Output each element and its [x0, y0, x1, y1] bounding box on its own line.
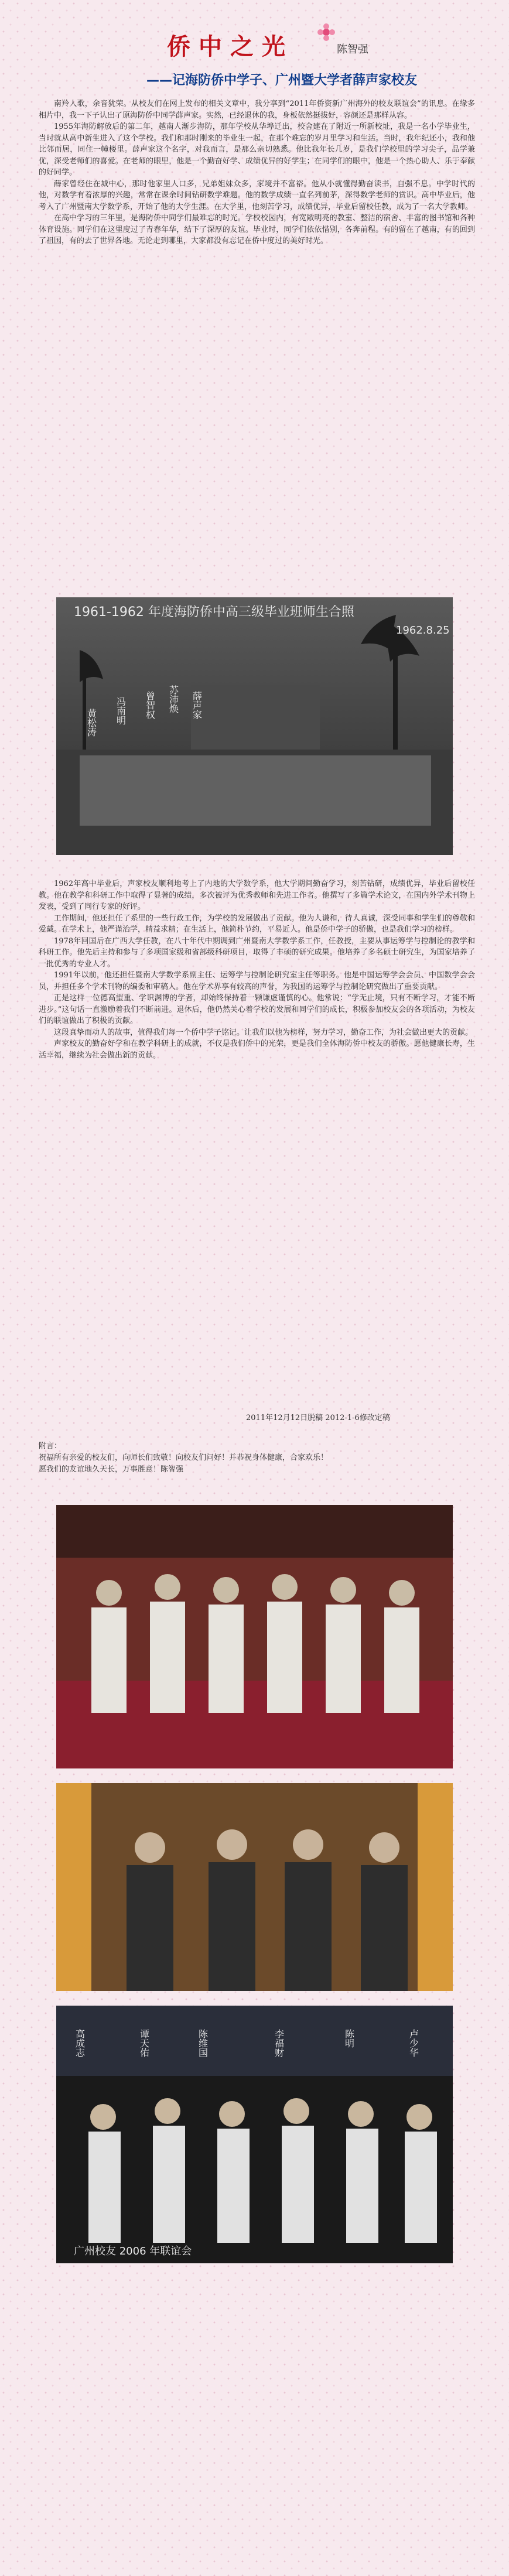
- author: 陈智强: [337, 43, 368, 56]
- subtitle: ——记海防侨中学子、广州暨大学者薛声家校友: [146, 73, 418, 88]
- flower-icon: [316, 22, 336, 42]
- article-intro: [39, 98, 475, 247]
- people-group: [80, 755, 431, 826]
- name-tag: 高成志: [74, 2029, 86, 2057]
- name-tag: 苏沛焕: [168, 685, 179, 713]
- name-tag: 黄松涛: [86, 709, 97, 737]
- postscript: [39, 1441, 475, 1476]
- paragraph: 1962年高中毕业后，声家校友顺利地考上了内地的大学数学系，他大学期间勤奋学习，刻苦钻研，成绩优异，毕业后留校任教。他在教学和科研工作中取得了显著的成绩，多次被评为优秀教师和先进工作者。他撰写了多篇学术论文，在国内外学术刊物上发表，受到了同行专家的好评。: [39, 880, 475, 911]
- name-tag: 陈维国: [197, 2029, 209, 2057]
- page-title: 侨中之光: [167, 33, 293, 60]
- name-tag: 冯南明: [115, 697, 127, 725]
- paragraph: 在高中学习的三年里，是海防侨中同学们最难忘的时光。学校校园内，有宽敞明亮的教室、整洁的宿舍、丰富的图书馆和各种体育设施。同学们在这里度过了青春年华，结下了深厚的友谊。毕业时，同学们依依惜别，各奔前程。有的留在了越南，有的回到了祖国，有的去了世界各地。无论走到哪里，大家都没有忘记在侨中度过的美好时光。: [39, 214, 475, 245]
- header: [0, 0, 509, 94]
- photo-caption: 1961-1962 年度海防侨中高三级毕业班师生合照: [74, 605, 354, 620]
- paragraph: 南羚人歌，余音犹荣。从校友们在网上发布的相关文章中，我分享到“2011年侨资新广州海外的校友联谊会”的讯息。在缘多相片中，我一下子认出了原海防侨中同学薛声家。实然，已经退休的我，身板依然挺拔好，容颜还是那样从容。: [39, 100, 475, 120]
- paragraph: 1991年以前，他还担任暨南大学数学系副主任、运筹学与控制论研究室主任等职务。他是中国运筹学会会员、中国数学会会员，并担任多个学术刊物的编委和审稿人。他在学术界享有较高的声誉，为我国的运筹学与控制论研究做出了重要贡献。: [39, 971, 475, 991]
- name-tag: 薛声家: [191, 691, 203, 719]
- greeting-line: 附言：: [39, 1442, 62, 1451]
- name-tag: 卢少华: [408, 2029, 419, 2057]
- paragraph: 声家校友的勤奋好学和在教学科研上的成就，不仅是我们侨中的光荣，更是我们全体海防侨中校友的骄傲。愿他健康长寿，生活幸福，继续为社会做出新的贡献。: [39, 1039, 475, 1060]
- paragraph: 1978年回国后在广西大学任教，在八十年代中期调到广州暨南大学数学系工作，任教授，主要从事运筹学与控制论的教学和科研工作。他先后主持和参与了多项国家级和省部级科研项目，取得了丰硕的研究成果。他培养了多名硕士研究生，为国家培养了一批优秀的专业人才。: [39, 936, 475, 969]
- greeting-line: 愿我们的友谊地久天长，万事胜意！陈智强: [39, 1465, 184, 1474]
- paragraph: 薛家曾经住在城中心，那时他家里人口多，兄弟姐妹众多，家境并不富裕。他从小就懂得勤奋读书，自强不息。中学时代的他，对数学有着浓厚的兴趣，常常在课余时间钻研数学难题。他的数学成绩一直名列前茅，深得数学老师的赏识。高中毕业后，他考入了广州暨南大学数学系，开始了他的大学生涯。在大学里，他刻苦学习，成绩优异，毕业后留校任教，成为了一名大学教师。: [39, 179, 475, 211]
- paragraph: 1955年海防解放后的第二年，越南人渐步海防，那年学校从华埠迁出，校舍建在了附近一所新校址，我是一名小学毕业生，当时就从高中新生进入了这个学校。我们和那时刚来的毕业生一起，在那个难忘的岁月里学习和生活。当时，我年纪还小，我和他比邻而居，同住一幢楼里。薛声家这个名字，对我而言，是那么亲切熟悉。他比我年长几岁，是我们学校里的学习尖子，品学兼优，深受老师们的喜爱。在老师的眼里，他是一个勤奋好学、成绩优异的好学生；在同学们的眼中，他是一个热心助人、乐于奉献的好同学。: [39, 122, 475, 177]
- article-body: [39, 878, 475, 1061]
- reunion-photo-2: [56, 1783, 453, 1991]
- paragraph: 工作期间，他还担任了系里的一些行政工作，为学校的发展做出了贡献。他为人谦和，待人真诚，深受同事和学生们的尊敬和爱戴。在学术上，他严谨治学，精益求精；在生活上，他简朴节约，平易近人。他是侨中学子的骄傲，也是我们学习的榜样。: [39, 914, 475, 934]
- name-tag: 谭天佑: [138, 2029, 150, 2057]
- name-tag: 陈明: [343, 2029, 355, 2048]
- date-line: 2011年12月12日脱稿 2012-1-6修改定稿: [246, 1414, 390, 1422]
- photo-caption: 广州校友 2006 年联谊会: [74, 2245, 192, 2257]
- name-tag: 李福财: [273, 2029, 285, 2057]
- greeting-line: 祝福所有亲爱的校友们，向师长们致敬！向校友们问好！并恭祝身体健康，合家欢乐！: [39, 1453, 329, 1462]
- paragraph: 正是这样一位德高望重、学识渊博的学者，却始终保持着一颗谦虚谨慎的心。他常说：“学无止境，只有不断学习，才能不断进步。”这句话一直激励着我们不断前进。退休后，他仍然关心着学校的发展和同学们的成长，积极参加校友会的各项活动，为校友们的联谊做出了积极的贡献。: [39, 994, 475, 1025]
- photo-date-stamp: 1962.8.25: [396, 624, 450, 637]
- reunion-photo-2006: [56, 2006, 453, 2263]
- reunion-photo-1: [56, 1505, 453, 1768]
- paragraph: 这段真挚而动人的故事，值得我们每一个侨中学子铭记。让我们以他为榜样，努力学习，勤奋工作，为社会做出更大的贡献。: [54, 1028, 473, 1037]
- class-photo-1962: [56, 597, 453, 855]
- name-tag: 曾智权: [144, 691, 156, 719]
